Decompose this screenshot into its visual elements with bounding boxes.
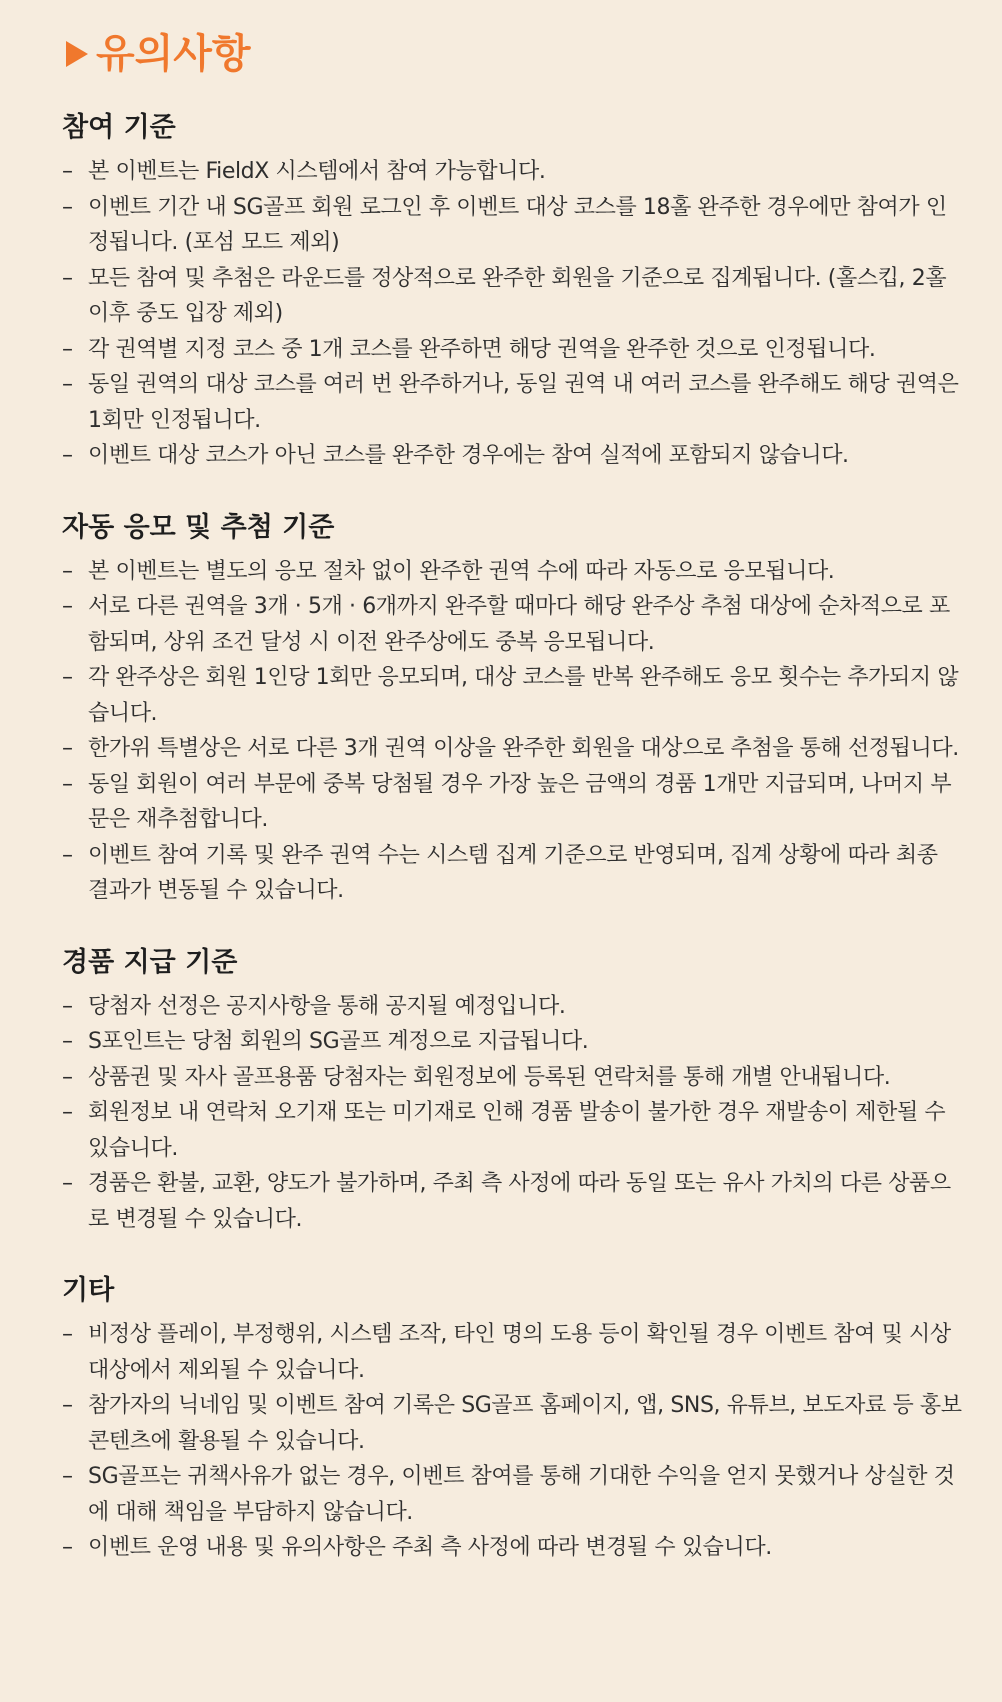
section-heading: 경품 지급 기준 [62, 946, 238, 978]
item-text: 모든 참여 및 추첨은 라운드를 정상적으로 완주한 회원을 기준으로 집계됩니다. (홀스킵, 2홀 이후 중도 입장 제외) [88, 265, 947, 326]
item-text: 상품권 및 자사 골프용품 당첨자는 회원정보에 등록된 연락처를 통해 개별 안내됩니다. [88, 1064, 891, 1090]
dash-bullet-icon: – [62, 594, 73, 619]
item-text: 회원정보 내 연락처 오기재 또는 미기재로 인해 경품 발송이 불가한 경우 재발송이 제한될 수 있습니다. [88, 1100, 946, 1161]
dash-bullet-icon: – [62, 1029, 73, 1054]
dash-bullet-icon: – [62, 1393, 73, 1418]
item-text: 경품은 환불, 교환, 양도가 불가하며, 주최 측 사정에 따라 동일 또는 유사 가치의 다른 상품으로 변경될 수 있습니다. [88, 1171, 951, 1232]
triangle-bullet-icon [66, 41, 88, 67]
section-etc [62, 1273, 962, 1566]
list-item [62, 367, 962, 438]
list-item [62, 1530, 962, 1566]
dash-bullet-icon: – [62, 194, 73, 220]
list-item [62, 554, 962, 590]
dash-bullet-icon: – [62, 265, 73, 291]
dash-bullet-icon: – [62, 1464, 73, 1489]
item-text: 이벤트 참여 기록 및 완주 권역 수는 시스템 집계 기준으로 반영되며, 집계 상황에 따라 최종 결과가 변동될 수 있습니다. [88, 842, 938, 903]
list-item [62, 1459, 962, 1530]
list-item [62, 1166, 962, 1237]
dash-bullet-icon: – [62, 1100, 73, 1125]
notice-title [66, 26, 962, 82]
list-item [62, 1060, 962, 1096]
item-list [62, 154, 962, 474]
dash-bullet-icon: – [62, 558, 73, 584]
item-list [62, 554, 962, 909]
dash-bullet-icon: – [62, 665, 73, 690]
section-heading: 참여 기준 [62, 112, 176, 143]
dash-bullet-icon: – [62, 1064, 73, 1090]
item-list [62, 1317, 962, 1566]
item-text: 동일 권역의 대상 코스를 여러 번 완주하거나, 동일 권역 내 여러 코스를 완주해도 해당 권역은 1회만 인정됩니다. [88, 372, 959, 433]
item-text: 동일 회원이 여러 부문에 중복 당첨될 경우 가장 높은 금액의 경품 1개만 지급되며, 나머지 부문은 재추첨합니다. [88, 771, 952, 832]
list-item [62, 438, 962, 474]
dash-bullet-icon: – [62, 1535, 73, 1560]
item-text: 본 이벤트는 FieldX 시스템에서 참여 가능합니다. [88, 159, 546, 184]
dash-bullet-icon: – [62, 1171, 73, 1196]
list-item [62, 589, 962, 660]
list-item [62, 731, 962, 767]
dash-bullet-icon: – [62, 993, 73, 1019]
item-list [62, 989, 962, 1238]
item-text: 본 이벤트는 별도의 응모 절차 없이 완주한 권역 수에 따라 자동으로 응모됩니다. [88, 558, 835, 584]
dash-bullet-icon: – [62, 736, 73, 761]
dash-bullet-icon: – [62, 842, 73, 868]
item-text: 비정상 플레이, 부정행위, 시스템 조작, 타인 명의 도용 등이 확인될 경우 이벤트 참여 및 시상 대상에서 제외될 수 있습니다. [88, 1322, 951, 1383]
list-item [62, 1317, 962, 1388]
section-heading: 자동 응모 및 추첨 기준 [62, 511, 335, 543]
dash-bullet-icon: – [62, 372, 73, 397]
item-text: 이벤트 운영 내용 및 유의사항은 주최 측 사정에 따라 변경될 수 있습니다. [88, 1535, 772, 1560]
item-text: S포인트는 당첨 회원의 SG골프 계정으로 지급됩니다. [88, 1029, 589, 1054]
item-text: SG골프는 귀책사유가 없는 경우, 이벤트 참여를 통해 기대한 수익을 얻지 못했거나 상실한 것에 대해 책임을 부담하지 않습니다. [88, 1464, 955, 1525]
list-item [62, 154, 962, 190]
list-item [62, 767, 962, 838]
list-item [62, 660, 962, 731]
item-text: 각 권역별 지정 코스 중 1개 코스를 완주하면 해당 권역을 완주한 것으로 인정됩니다. [88, 336, 876, 362]
dash-bullet-icon: – [62, 1322, 73, 1347]
list-item [62, 332, 962, 368]
item-text: 각 완주상은 회원 1인당 1회만 응모되며, 대상 코스를 반복 완주해도 응모 횟수는 추가되지 않습니다. [88, 665, 959, 726]
item-text: 한가위 특별상은 서로 다른 3개 권역 이상을 완주한 회원을 대상으로 추첨을 통해 선정됩니다. [88, 736, 959, 761]
section-auto-entry [62, 510, 962, 909]
item-text: 당첨자 선정은 공지사항을 통해 공지될 예정입니다. [88, 993, 566, 1019]
dash-bullet-icon: – [62, 771, 73, 797]
list-item [62, 190, 962, 261]
list-item [62, 989, 962, 1025]
dash-bullet-icon: – [62, 159, 73, 184]
item-text: 이벤트 기간 내 SG골프 회원 로그인 후 이벤트 대상 코스를 18홀 완주한 경우에만 참여가 인정됩니다. (포섬 모드 제외) [88, 194, 947, 255]
dash-bullet-icon: – [62, 443, 73, 468]
list-item [62, 1388, 962, 1459]
section-prize [62, 945, 962, 1238]
list-item [62, 1024, 962, 1060]
list-item [62, 261, 962, 332]
section-participation [62, 110, 962, 474]
list-item [62, 838, 962, 909]
dash-bullet-icon: – [62, 336, 73, 362]
item-text: 이벤트 대상 코스가 아닌 코스를 완주한 경우에는 참여 실적에 포함되지 않습니다. [88, 443, 849, 468]
item-text: 참가자의 닉네임 및 이벤트 참여 기록은 SG골프 홈페이지, 앱, SNS, 유튜브, 보도자료 등 홍보 콘텐츠에 활용될 수 있습니다. [88, 1393, 962, 1454]
list-item [62, 1095, 962, 1166]
item-text: 서로 다른 권역을 3개 · 5개 · 6개까지 완주할 때마다 해당 완주상 추첨 대상에 순차적으로 포함되며, 상위 조건 달성 시 이전 완주상에도 중복 응모됩니다. [88, 594, 950, 655]
section-heading: 기타 [62, 1275, 115, 1306]
notice-title-text: 유의사항 [96, 31, 251, 77]
